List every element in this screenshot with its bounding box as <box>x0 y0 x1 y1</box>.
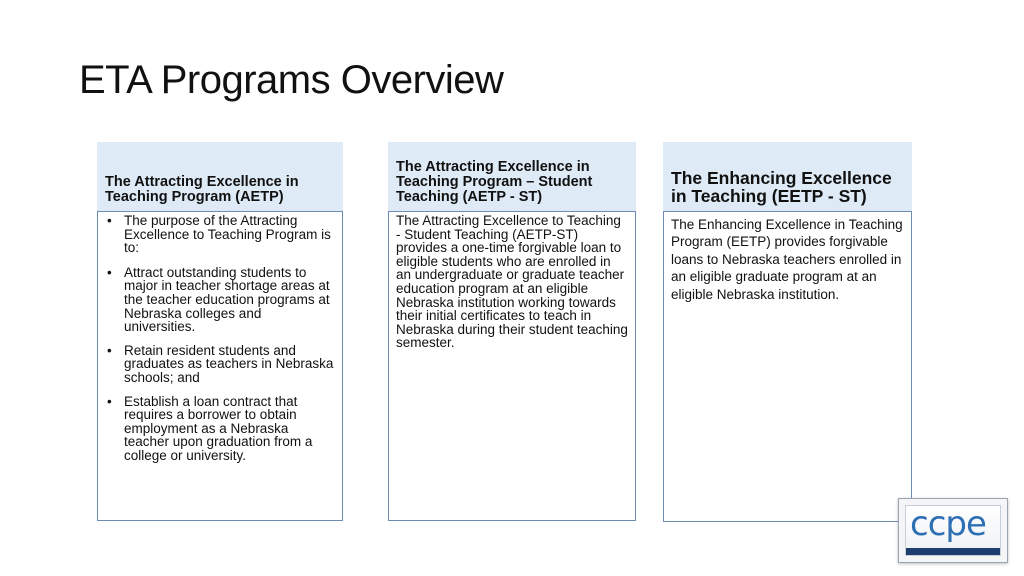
card-eetp-st <box>663 142 912 522</box>
card-header-aetp <box>97 142 343 211</box>
card-header-text: The Attracting Excellence in Teaching Program – Student Teaching (AETP - ST) <box>396 159 593 205</box>
list-item: • Retain resident students and graduates as teachers in Nebraska schools; and <box>107 342 334 385</box>
card-header-text: The Attracting Excellence in Teaching Program (AETP) <box>105 174 299 205</box>
card-header-eetp-st <box>663 142 912 211</box>
list-item: • The purpose of the Attracting Excellence to Teaching Program is to: <box>107 213 331 256</box>
card-header-aetp-st <box>388 142 636 211</box>
card-body-text: The Attracting Excellence to Teaching - Student Teaching (AETP-ST) provides a one-time forgivable loan to eligible students who are enrolled in an undergraduate or graduate teacher education program at an eligible Nebraska institution working towards their initial certificates to teach in Nebraska during their student teaching semester. <box>396 213 628 351</box>
card-header-text: The Enhancing Excellence in Teaching (EETP - ST) <box>671 168 892 206</box>
bullet-icon: • <box>107 213 112 228</box>
card-body-text: The Enhancing Excellence in Teaching Program (EETP) provides forgivable loans to Nebraska teachers enrolled in an eligible graduate program at an eligible Nebraska institution. <box>671 217 903 302</box>
logo-frame <box>905 505 1001 556</box>
list-item: • Establish a loan contract that requires a borrower to obtain employment as a Nebraska teacher upon graduation from a college or university. <box>107 393 313 463</box>
card-body-aetp <box>97 211 343 521</box>
card-aetp-st <box>388 142 636 521</box>
list-item: • Attract outstanding students to major in teacher shortage areas at the teacher education programs at Nebraska colleges and universities. <box>107 264 330 335</box>
bullet-list <box>104 214 336 463</box>
ccpe-logo <box>898 498 1008 563</box>
bullet-icon: • <box>107 342 112 358</box>
logo-text: ccpe <box>910 505 986 544</box>
bullet-icon: • <box>107 264 112 280</box>
logo-bar <box>906 548 1000 555</box>
page-title: ETA Programs Overview <box>79 58 504 102</box>
card-body-eetp-st <box>663 211 912 522</box>
card-aetp <box>97 142 343 521</box>
card-body-aetp-st <box>388 211 636 521</box>
bullet-icon: • <box>107 393 112 409</box>
